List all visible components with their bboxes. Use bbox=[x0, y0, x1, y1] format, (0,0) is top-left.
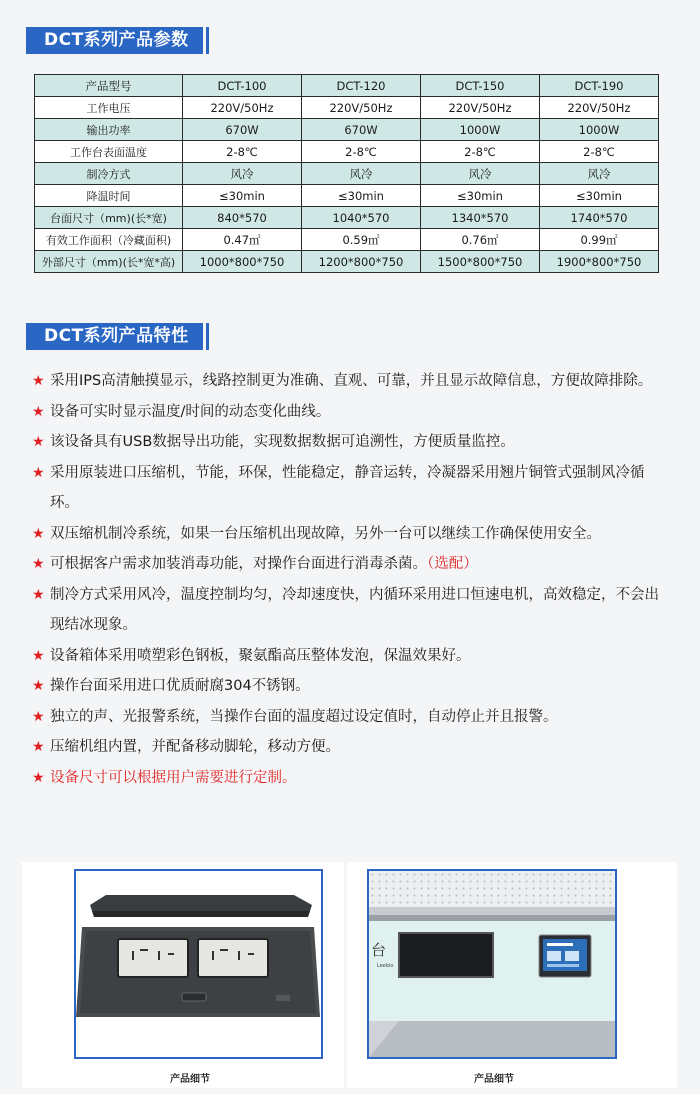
list-item bbox=[32, 458, 662, 519]
table-cell: 0.59㎡ bbox=[302, 229, 421, 251]
table-cell: 1200*800*750 bbox=[302, 251, 421, 273]
table-cell: 风冷 bbox=[302, 163, 421, 185]
table-cell: 1900*800*750 bbox=[540, 251, 659, 273]
table-cell: 0.99㎡ bbox=[540, 229, 659, 251]
table-cell: ≤30min bbox=[421, 185, 540, 207]
feature-text-custom-size: 设备尺寸可以根据用户需要进行定制。 bbox=[50, 769, 297, 786]
table-row bbox=[35, 251, 659, 273]
star-icon: ★ bbox=[32, 586, 45, 603]
section-accent-bar bbox=[206, 323, 209, 350]
partial-label-char: 台 bbox=[371, 941, 387, 959]
star-icon: ★ bbox=[32, 739, 45, 755]
row-label: 输出功率 bbox=[35, 119, 183, 141]
table-cell: 220V/50Hz bbox=[540, 97, 659, 119]
table-row bbox=[35, 141, 659, 163]
section-title-params: DCT系列产品参数 bbox=[26, 27, 203, 54]
list-item bbox=[32, 519, 662, 550]
header-cell-dct100: DCT-100 bbox=[183, 75, 302, 97]
table-cell: 2-8℃ bbox=[302, 141, 421, 163]
section-header-params bbox=[26, 27, 209, 54]
list-item bbox=[32, 732, 662, 763]
header-cell-dct120: DCT-120 bbox=[302, 75, 421, 97]
star-icon: ★ bbox=[32, 373, 45, 389]
list-item bbox=[32, 549, 662, 580]
star-icon: ★ bbox=[32, 647, 45, 664]
feature-text: 采用原装进口压缩机，节能，环保，性能稳定，静音运转，冷凝器采用翘片铜管式强制风冷循环。 bbox=[50, 464, 645, 511]
feature-text: 该设备具有USB数据导出功能，实现数据数据可追溯性，方便质量监控。 bbox=[50, 434, 515, 450]
table-cell: 1740*570 bbox=[540, 207, 659, 229]
table-cell: 1500*800*750 bbox=[421, 251, 540, 273]
table-cell: 0.47㎡ bbox=[183, 229, 302, 251]
row-label: 工作台表面温度 bbox=[35, 141, 183, 163]
list-item bbox=[32, 763, 662, 794]
table-cell: 风冷 bbox=[421, 163, 540, 185]
photo-frame-socket bbox=[74, 869, 323, 1059]
table-cell: 2-8℃ bbox=[183, 141, 302, 163]
table-cell: 1000W bbox=[540, 119, 659, 141]
socket-photo bbox=[76, 871, 321, 1057]
table-row bbox=[35, 229, 659, 251]
photo-caption-left: 产品细节 bbox=[170, 1074, 210, 1085]
header-cell-model: 产品型号 bbox=[35, 75, 183, 97]
partial-brand-text: Leebio bbox=[377, 963, 394, 969]
table-cell: 1000*800*750 bbox=[183, 251, 302, 273]
table-cell: 670W bbox=[302, 119, 421, 141]
star-icon: ★ bbox=[32, 769, 45, 786]
table-row bbox=[35, 97, 659, 119]
photo-panel-right bbox=[347, 862, 677, 1088]
table-cell: ≤30min bbox=[302, 185, 421, 207]
star-icon: ★ bbox=[32, 708, 45, 725]
table-cell: 0.76㎡ bbox=[421, 229, 540, 251]
feature-text: 设备可实时显示温度/时间的动态变化曲线。 bbox=[50, 403, 331, 420]
feature-text: 制冷方式采用风冷，温度控制均匀，冷却速度快，内循环采用进口恒速电机，高效稳定，不会出现结冰现象。 bbox=[50, 586, 659, 633]
feature-text: 可根据客户需求加装消毒功能，对操作台面进行消毒杀菌。 bbox=[50, 556, 427, 572]
photo-panel-left bbox=[22, 862, 344, 1088]
spec-table bbox=[34, 74, 659, 273]
header-cell-dct150: DCT-150 bbox=[421, 75, 540, 97]
table-cell: ≤30min bbox=[540, 185, 659, 207]
list-item bbox=[32, 397, 662, 428]
table-cell: 220V/50Hz bbox=[302, 97, 421, 119]
table-cell: ≤30min bbox=[183, 185, 302, 207]
row-label: 制冷方式 bbox=[35, 163, 183, 185]
star-icon: ★ bbox=[32, 434, 45, 450]
table-row bbox=[35, 185, 659, 207]
table-cell: 220V/50Hz bbox=[183, 97, 302, 119]
cabinet-photo bbox=[369, 871, 615, 1057]
table-cell: 840*570 bbox=[183, 207, 302, 229]
header-cell-dct190: DCT-190 bbox=[540, 75, 659, 97]
table-cell: 220V/50Hz bbox=[421, 97, 540, 119]
feature-list bbox=[32, 366, 662, 793]
list-item bbox=[32, 702, 662, 733]
table-cell: 风冷 bbox=[183, 163, 302, 185]
row-label: 台面尺寸（mm)(长*宽) bbox=[35, 207, 183, 229]
photo-frame-cabinet bbox=[367, 869, 617, 1059]
star-icon: ★ bbox=[32, 678, 45, 694]
table-cell: 670W bbox=[183, 119, 302, 141]
list-item bbox=[32, 641, 662, 672]
row-label: 工作电压 bbox=[35, 97, 183, 119]
feature-text: 压缩机组内置，并配备移动脚轮，移动方便。 bbox=[50, 739, 340, 755]
list-item bbox=[32, 580, 662, 641]
photo-caption-right: 产品细节 bbox=[474, 1074, 514, 1085]
table-row bbox=[35, 207, 659, 229]
table-cell: 2-8℃ bbox=[540, 141, 659, 163]
table-cell: 1040*570 bbox=[302, 207, 421, 229]
section-title-features: DCT系列产品特性 bbox=[26, 323, 203, 350]
list-item bbox=[32, 671, 662, 702]
feature-text: 采用IPS高清触摸显示，线路控制更为准确、直观、可靠，并且显示故障信息，方便故障排除。 bbox=[50, 373, 653, 389]
star-icon: ★ bbox=[32, 464, 45, 481]
section-header-features bbox=[26, 323, 209, 350]
row-label: 降温时间 bbox=[35, 185, 183, 207]
table-row bbox=[35, 119, 659, 141]
star-icon: ★ bbox=[32, 525, 45, 542]
optional-note: （选配） bbox=[427, 556, 478, 572]
feature-text: 操作台面采用进口优质耐腐304不锈钢。 bbox=[50, 678, 310, 694]
star-icon: ★ bbox=[32, 556, 45, 572]
table-cell: 1340*570 bbox=[421, 207, 540, 229]
feature-text: 双压缩机制冷系统，如果一台压缩机出现故障，另外一台可以继续工作确保使用安全。 bbox=[50, 525, 601, 542]
table-cell: 2-8℃ bbox=[421, 141, 540, 163]
star-icon: ★ bbox=[32, 403, 45, 420]
table-row bbox=[35, 163, 659, 185]
feature-text: 设备箱体采用喷塑彩色钢板，聚氨酯高压整体发泡，保温效果好。 bbox=[50, 647, 471, 664]
list-item bbox=[32, 366, 662, 397]
row-label: 有效工作面积（冷藏面积) bbox=[35, 229, 183, 251]
feature-text: 独立的声、光报警系统，当操作台面的温度超过设定值时，自动停止并且报警。 bbox=[50, 708, 558, 725]
row-label: 外部尺寸（mm)(长*宽*高) bbox=[35, 251, 183, 273]
table-header-row bbox=[35, 75, 659, 97]
table-cell: 风冷 bbox=[540, 163, 659, 185]
list-item bbox=[32, 427, 662, 458]
section-accent-bar bbox=[206, 27, 209, 54]
table-cell: 1000W bbox=[421, 119, 540, 141]
